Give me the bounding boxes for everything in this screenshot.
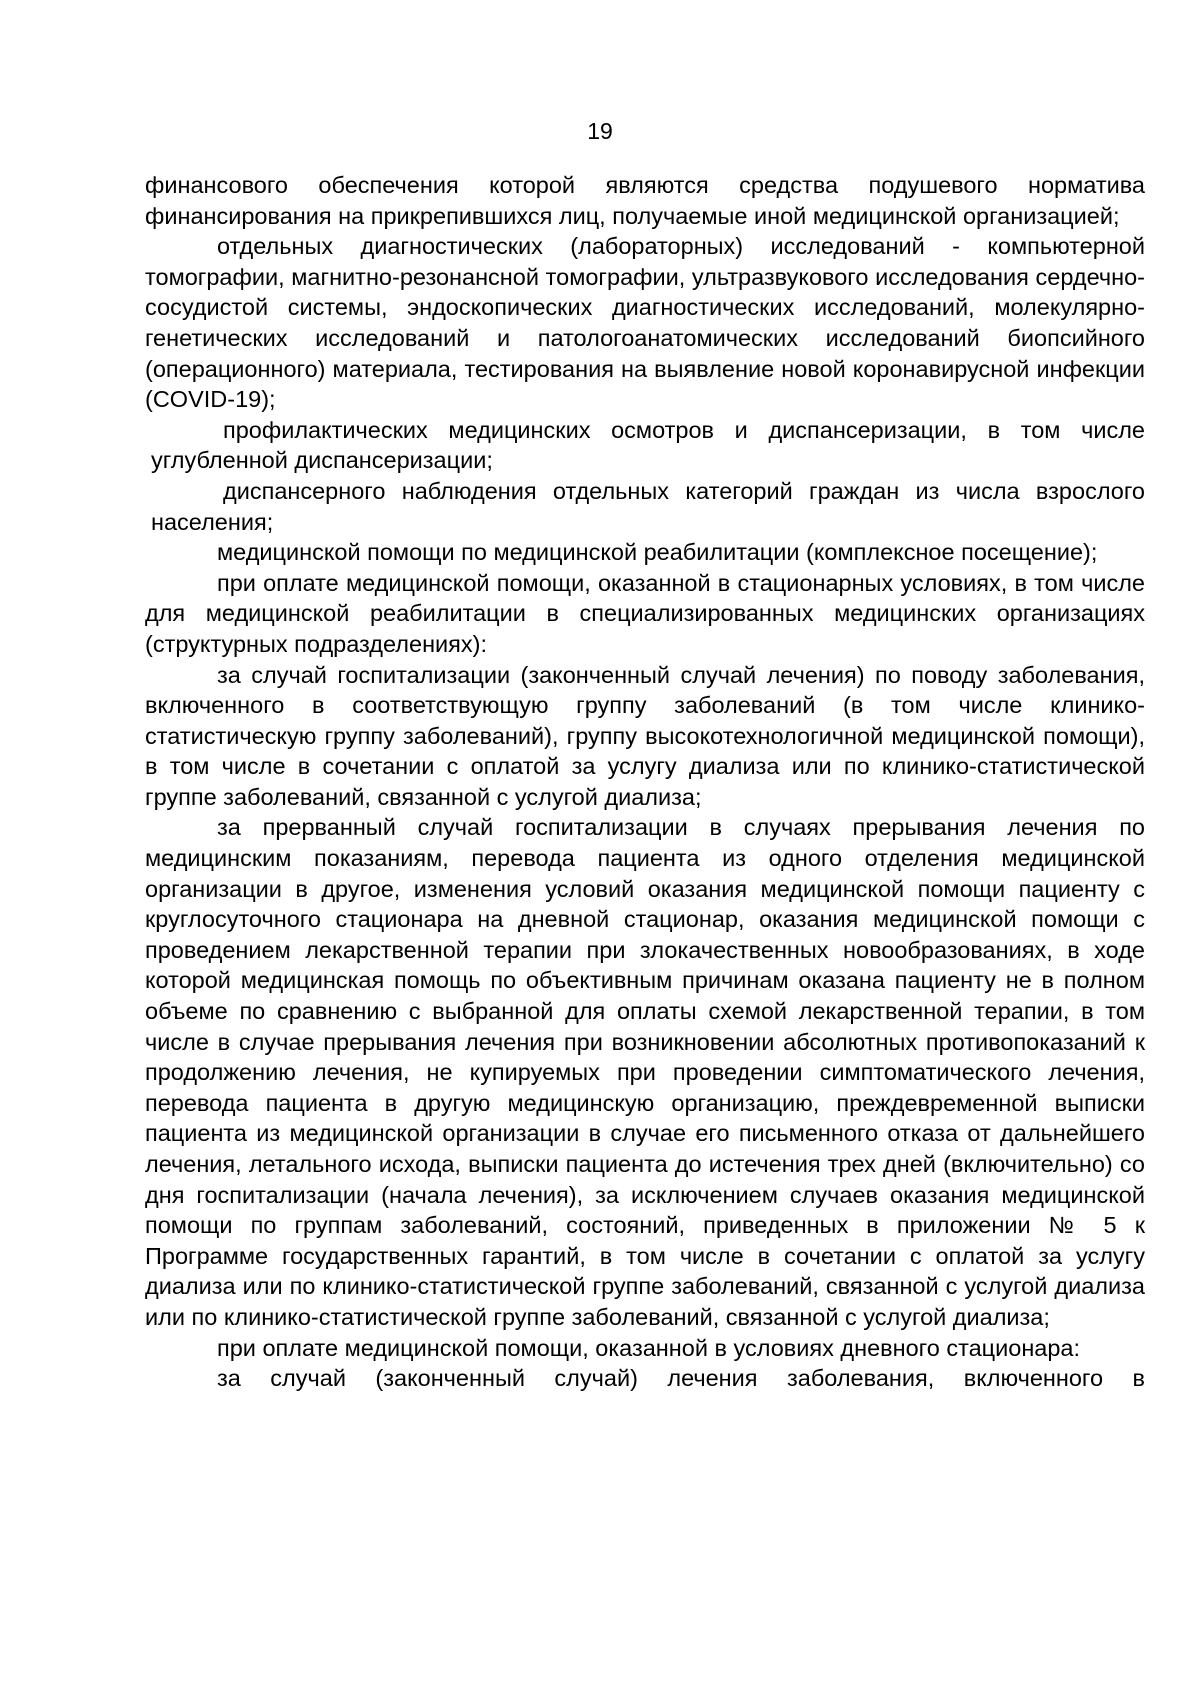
paragraph-rehabilitation: медицинской помощи по медицинской реабилитации (комплексное посещение); bbox=[217, 539, 1098, 566]
page-number: 19 bbox=[587, 118, 613, 144]
paragraph-dispensary-observation: диспансерного наблюдения отдельных категорий граждан из числа взрослого населения; bbox=[151, 477, 1145, 535]
paragraph-diagnostic-studies: отдельных диагностических (лабораторных) исследований - компьютерной томографии, магнитно-резонансной томографии, ультразвукового исследования сердечно-сосудистой системы, эндоскопических диагностических исследований, молекулярно-генетических исследований и патологоанатомических исследований биопсийного (операционного) материала, тестирования на выявление новой коронавирусной инфекции (COVID-19); bbox=[145, 233, 1145, 413]
document-body bbox=[145, 170, 1145, 1394]
paragraph-day-hospital-case: за случай (законченный случай) лечения заболевания, включенного в bbox=[217, 1365, 1145, 1392]
paragraph-preventive-exams: профилактических медицинских осмотров и диспансеризации, в том числе углубленной диспансеризации; bbox=[151, 416, 1145, 474]
paragraph-interrupted-case: за прерванный случай госпитализации в случаях прерывания лечения по медицинским показаниям, перевода пациента из одного отделения медицинской организации в другое, изменения условий оказания медицинской помощи пациенту с круглосуточного стационара на дневной стационар, оказания медицинской помощи с проведением лекарственной терапии при злокачественных новообразованиях, в ходе которой медицинская помощь по объективным причинам оказана пациенту не в полном объеме по сравнению с выбранной для оплаты схемой лекарственной терапии, в том числе в случае прерывания лечения при возникновении абсолютных противопоказаний к продолжению лечения, не купируемых при проведении симптоматического лечения, перевода пациента в другую медицинскую организацию, преждевременной выписки пациента из медицинской организации в случае его письменного отказа от дальнейшего лечения, летального исхода, выписки пациента до истечения трех дней (включительно) со дня госпитализации (начала лечения), за исключением случаев оказания медицинской помощи по группам заболеваний, состояний, приведенных в приложении № 5 к Программе государственных гарантий, в том числе в сочетании с оплатой за услугу диализа или по клинико-статистической группе заболеваний, связанной с услугой диализа или по клинико-статистической группе заболеваний, связанной с услугой диализа; bbox=[145, 814, 1145, 1330]
paragraph-continuation: финансового обеспечения которой являются средства подушевого норматива финансирования на прикрепившихся лиц, получаемые иной медицинской организацией; bbox=[145, 172, 1145, 229]
paragraph-day-hospital-payment: при оплате медицинской помощи, оказанной в условиях дневного стационара: bbox=[217, 1334, 1081, 1361]
paragraph-inpatient-payment: при оплате медицинской помощи, оказанной в стационарных условиях, в том числе для медицинской реабилитации в специализированных медицинских организациях (структурных подразделениях): bbox=[145, 569, 1145, 657]
paragraph-hospitalization-case: за случай госпитализации (законченный случай лечения) по поводу заболевания, включенного в соответствующую группу заболеваний (в том числе клинико-статистическую группу заболеваний), группу высокотехнологичной медицинской помощи), в том числе в сочетании с оплатой за услугу диализа или по клинико-статистической группе заболеваний, связанной с услугой диализа; bbox=[145, 661, 1145, 810]
